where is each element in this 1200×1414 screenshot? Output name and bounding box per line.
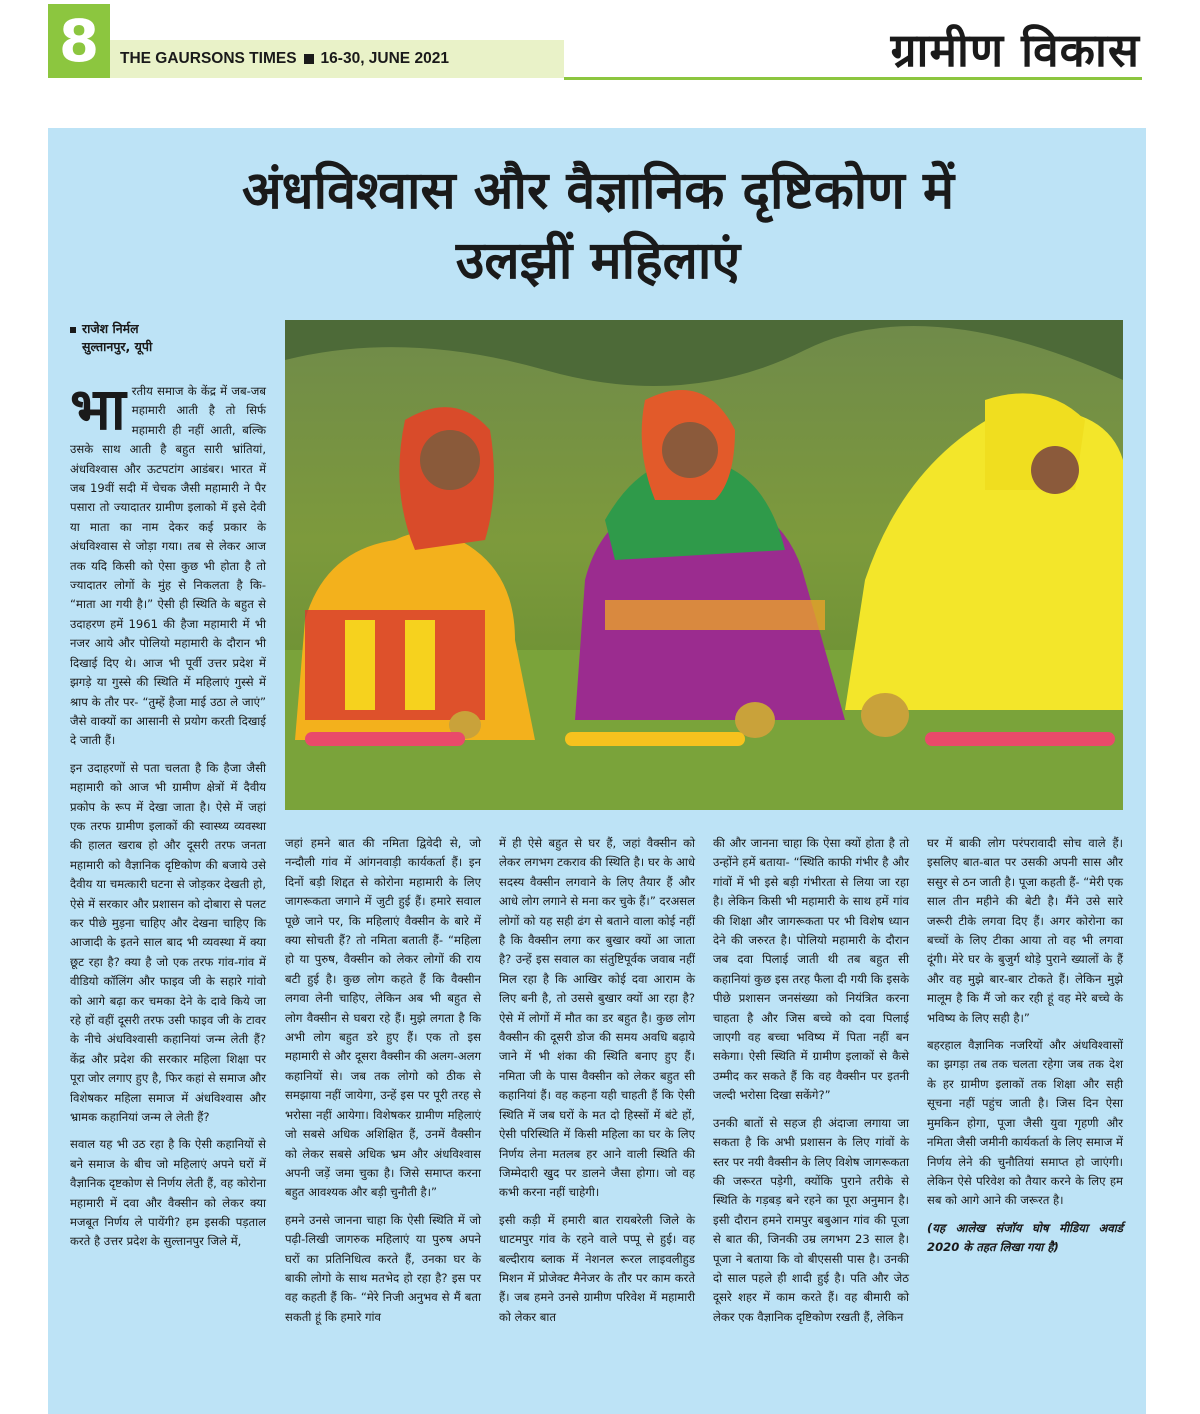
headline-line-2: उलझीं महिलाएं — [455, 231, 741, 291]
paragraph: हमने उनसे जानना चाहा कि ऐसी स्थिति में जो पढ़ी-लिखी जागरुक महिलाएं या पुरुष अपने घरों का प्रतिनिधित्व करते हैं, उनका घर के बाकी लोगो के साथ मतभेद हो रहा है? इस पर वह कहती हैं कि- “मेरे निजी अनुभव से मैं बता सकती हूं कि हमारे गांव — [285, 1212, 481, 1324]
article-column-2 — [285, 834, 481, 1335]
bullet-icon — [70, 327, 76, 333]
footnote: (यह आलेख संजॉय घोष मीडिया अवार्ड 2020 के तहत लिखा गया है) — [927, 1220, 1123, 1255]
article-headline — [108, 156, 1088, 296]
author-name: राजेश निर्मल — [82, 321, 139, 336]
section-title: ग्रामीण विकास — [890, 23, 1140, 77]
paragraph: बहरहाल वैज्ञानिक नजरियों और अंधविश्वासों का झगड़ा तब तक चलता रहेगा जब तक देश के हर ग्रामीण इलाकों तक शिक्षा और सही सूचना नहीं पहुंच जाती है। जिस दिन ऐसा मुमकिन होगा, पूजा जैसी युवा गृहणी और नमिता जैसी जमीनी कार्यकर्ता के लिए समाज में निर्णय लेने की चुनौतियां समाप्त हो जाएंगी। लेकिन ऐसे परिवेश को तैयार करने के लिए हम सब को आगे आने की जरूरत है। — [927, 1038, 1123, 1208]
paper-name: THE GAURSONS TIMES — [120, 50, 297, 67]
article-panel — [48, 128, 1146, 1414]
women-ritual-photo — [285, 320, 1123, 810]
paragraph: इसी कड़ी में हमारी बात रायबरेली जिले के धाटमपुर गांव के रहने वाले पप्पू से हुई। वह बल्दीराय ब्लाक में नेशनल रूरल लाइवलीहुड मिशन में प्रोजेक्ट मैनेजर के तौर पर काम करते हैं। जब हमने उनसे ग्रामीण परिवेश में महामारी को लेकर बात — [499, 1212, 695, 1324]
paragraph: इन उदाहरणों से पता चलता है कि हैजा जैसी महामारी को आज भी ग्रामीण क्षेत्रों में दैवीय प्रकोप के रूप में देखा जाता है। ऐसे में जहां एक तरफ ग्रामीण इलाकों की स्वास्थ्य व्यवस्था की हालत खराब हो और दूसरी तरफ जनता महामारी को वैज्ञानिक दृष्टिकोण की बजाये उसे दैवीय या चमत्कारी घटना से जोड़कर देखती हो, ऐसे में सरकार और प्रशासन को दोबारा से पलट कर पीछे मुड़ना चाहिए और देखना चाहिए कि आजादी के इतने साल बाद भी व्यवस्था में क्या छूट रहा है? क्या है जो एक तरफ गांव-गांव में वीडियो कॉलिंग और फाइव जी के सहारे गांवो को आगे बढ़ा कर चमका देने के दावे किये जा रहे हों वहीं दूसरी तरफ उसी फाइव जी के टावर के नीचे अंधविश्वासी कहानियां जन्म लेती हैं? केंद्र और प्रदेश की सरकार महिला शिक्षा पर पूरा जोर लगाए हुए है, फिर कहां से समाज और विशेषकर महिला समाज में अंधविश्वास और भ्रामक कहानियां जन्म ले लेती हैं? — [70, 760, 266, 1125]
paragraph: में ही ऐसे बहुत से घर हैं, जहां वैक्सीन को लेकर लगभग टकराव की स्थिति है। घर के आधे सदस्य वैक्सीन लगवाने के लिए तैयार हैं और आधे लोग लगाने से मना कर चुके हैं।” दरअसल लोगों को यह सही ढंग से बताने वाला कोई नहीं है कि वैक्सीन लगा कर बुखार क्यों आ जाता है? उन्हें इस सवाल का संतुष्टिपूर्वक जवाब नहीं मिल रहा है कि आखिर कोई दवा आराम के लिए बनी है, तो उससे बुखार क्यों आ रहा है? ऐसे में लोगों में मौत का डर बहुत है। कुछ लोग वैक्सीन की दूसरी डोज की समय अवधि बढ़ाये जाने में भी शंका की स्थिति बनाए हुए हैं। नमिता जी के पास वैक्सीन को लेकर बहुत सी कहानियां हैं। वह कहना यही चाहती हैं कि ऐसी स्थिति में जब घरों के मत दो हिस्सों में बंटे हों, ऐसी परिस्थिति में किसी महिला का घर के लिए निर्णय लेना मतलब हर आने वाली स्थिति की जिम्मेदारी खुद पर डालने जैसा होगा। जो वह कभी करना नहीं चाहेगी। — [499, 836, 695, 1200]
issue-date: 16-30, JUNE 2021 — [320, 50, 449, 67]
article-column-5 — [927, 834, 1123, 1266]
paragraph: भारतीय समाज के केंद्र में जब-जब महामारी आती है तो सिर्फ महामारी ही नहीं आती, बल्कि उसके साथ आती है बहुत सारी भ्रांतियां, अंधविश्वास और ऊटपटांग आडंबर। भारत में जब 19वीं सदी में चेचक जैसी महामारी ने पैर पसारा तो ज्यादातर ग्रामीण इलाको में इसे देवी या माता का नाम देकर कई प्रकार के अंधविश्वास से जोड़ा गया। तब से लेकर आज तक यदि किसी को ऐसा कुछ भी होता है तो ज्यादातर लोगों के मुंह से निकलता है कि- “माता आ गयी है।” ऐसी ही स्थिति के बहुत से उदाहरण हमें 1961 की हैजा महामारी में भी नजर आये और पोलियो महामारी के दौरान भी दिखाई दिए थे। आज भी पूर्वी उत्तर प्रदेश में झगड़े या गुस्से की स्थिति में महिलाएं गुस्से में श्राप के तौर पर- “तुम्हें हैजा माई उठा ले जाएं” जैसे वाक्यों का आसानी से प्रयोग करती दिखाई दे जाती हैं। — [70, 375, 266, 748]
drop-cap: भा — [70, 375, 126, 443]
masthead-rule — [564, 77, 1142, 80]
paragraph: जहां हमने बात की नमिता द्विवेदी से, जो नन्दौली गांव में आंगनवाड़ी कार्यकर्ता हैं। इन दिनों बड़ी शिद्दत से कोरोना महामारी के लिए जागरूकता जगाने में जुटी हुई हैं। हमारे सवाल पूछे जाने पर, कि महिलाएं वैक्सीन के बारे में क्या सोचती हैं? तो नमिता बताती हैं- “महिला हो या पुरुष, वैक्सीन को लेकर लोगों की राय बटी हुई है। कुछ लोग कहते हैं कि वैक्सीन लगवा लेनी चाहिए, लेकिन अब भी बहुत से लोग वैक्सीन से घबरा रहे हैं। मुझे लगता है कि अभी लोग बहुत डरे हुए हैं। एक तो इस महामारी से और दूसरा वैक्सीन की अलग-अलग कहानियों से। जब तक लोगो को ठीक से समझाया नहीं जायेगा, उन्हें इस पर पूरी तरह से भरोसा नहीं आयेगा। विशेषकर ग्रामीण महिलाएं जो सबसे अधिक अशिक्षित हैं, उनमें वैक्सीन को लेकर सबसे अधिक भ्रम और अंधविश्वास अपनी जड़ें जमा चुका है। जिसे समाप्त करना बहुत आवश्यक और बड़ी चुनौती है।” — [285, 836, 481, 1200]
article-photo — [285, 320, 1123, 810]
paper-band — [110, 40, 564, 78]
separator-square-icon — [304, 54, 314, 64]
author-location: सुल्तानपुर, यूपी — [82, 339, 153, 354]
article-column-4 — [713, 834, 909, 1335]
article-column-1 — [70, 375, 266, 1260]
paragraph: सवाल यह भी उठ रहा है कि ऐसी कहानियों से बने समाज के बीच जो महिलाएं अपने घरों में वैज्ञानिक दृष्टकोण से निर्णय लेती हैं, वह कोरोना महामारी में दवा और वैक्सीन को लेकर क्या मजबूत निर्णय ले पायेंगी? हम इसकी पड़ताल करते है उत्तर प्रदेश के सुल्तानपुर जिले में, — [70, 1137, 266, 1249]
byline — [70, 320, 152, 356]
paragraph: घर में बाकी लोग परंपरावादी सोच वाले हैं। इसलिए बात-बात पर उसकी अपनी सास और ससुर से ठन जाती है। पूजा कहती हैं- “मेरी एक साल तीन महीने की बेटी है। मैंने उसे सारे जरूरी टीके लगवा दिए हैं। अगर कोरोना का बच्चों के लिए टीका आया तो वह भी लगवा दूंगी। मेरे घर के बुजुर्ग थोड़े पुराने ख्यालों के हैं और वह मुझे बार-बार टोकते हैं। लेकिन मुझे मालूम है कि मैं जो कर रही हूं वह मेरे बच्चे के भविष्य के लिए सही है।” — [927, 836, 1123, 1025]
page-number: 8 — [48, 4, 110, 78]
article-column-3 — [499, 834, 695, 1335]
paragraph: उनकी बातों से सहज ही अंदाजा लगाया जा सकता है कि अभी प्रशासन के लिए गांवों के स्तर पर नयी वैक्सीन के लिए विशेष जागरूकता की जरूरत पड़ेगी, क्योंकि पुराने तरीके से स्थिति के गड़बड़ बने रहने का पूरा अनुमान है। इसी दौरान हमने रामपुर बबुआन गांव की पूजा से बात की, जिनकी उम्र लगभग 23 साल है। पूजा ने बताया कि वो बीएससी पास है। उनकी दो साल पहले ही शादी हुई है। पति और जेठ दूसरे शहर में काम करते हैं। वह बीमारी को लेकर एक वैज्ञानिक दृष्टिकोण रखती हैं, लेकिन — [713, 1115, 909, 1324]
paragraph: की और जानना चाहा कि ऐसा क्यों होता है तो उन्होंने हमें बताया- “स्थिति काफी गंभीर है और गांवों में भी इसे बड़ी गंभीरता से लिया जा रहा है। लेकिन किसी भी महामारी के साथ हमें गांव की शिक्षा और जागरूकता पर भी विशेष ध्यान देने की जरुरत है। पोलियो महामारी के दौरान जब दवा पिलाई जाती थी तब बहुत सी कहानियां कुछ इस तरह फैला दी गयी कि इसके पीछे प्रशासन जनसंख्या को नियंत्रित करना चाहता है और जिस बच्चे को दवा पिलाई जाएगी वह बच्चा भविष्य में पिता नहीं बन सकेगा। ऐसी स्थिति में ग्रामीण इलाकों से कैसे उम्मीद कर सकते हैं कि वह वैक्सीन पर इतनी जल्दी भरोसा दिखा सकेंगे?” — [713, 836, 909, 1103]
headline-line-1: अंधविश्वास और वैज्ञानिक दृष्टिकोण में — [241, 161, 955, 221]
